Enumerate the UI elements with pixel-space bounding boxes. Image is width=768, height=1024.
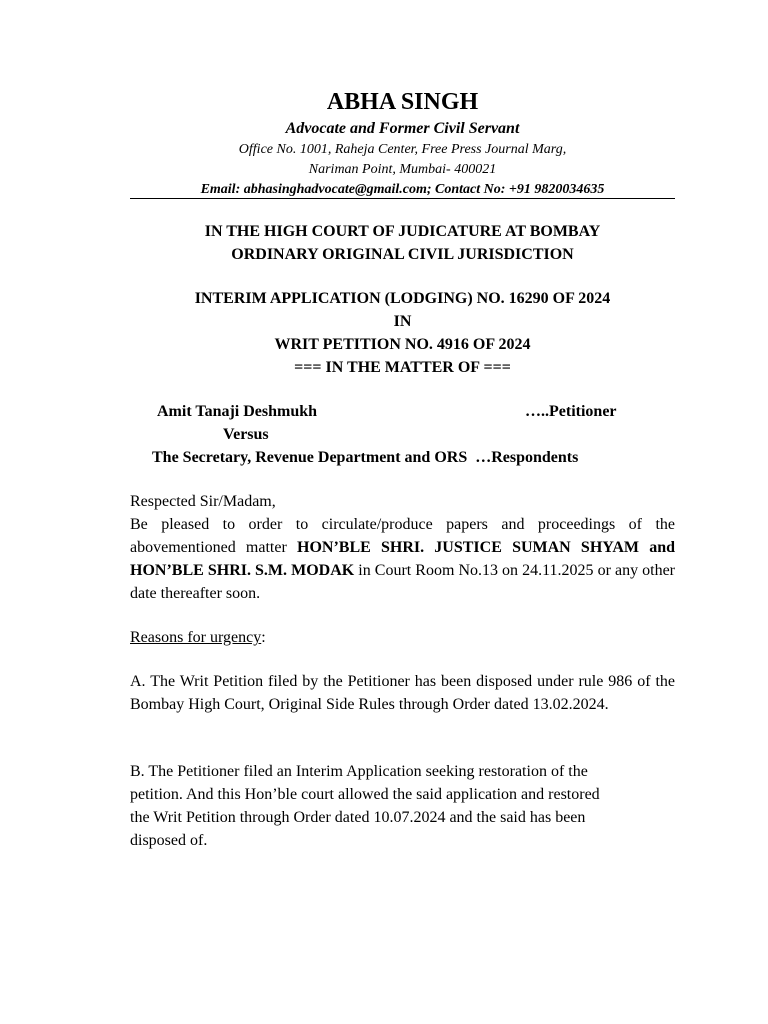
- reasons-heading-line: [130, 626, 675, 649]
- salutation: Respected Sir/Madam,: [130, 493, 276, 510]
- petitioner-name: Amit Tanaji Deshmukh: [157, 403, 318, 420]
- advocate-name: ABHA SINGH: [326, 89, 479, 115]
- in-label: IN: [393, 313, 412, 330]
- letterhead-divider: [130, 198, 675, 199]
- case-heading: [130, 287, 675, 379]
- point-b: [130, 760, 675, 852]
- request-paragraph: [130, 513, 675, 605]
- matter-label: === IN THE MATTER OF ===: [294, 359, 511, 376]
- court-name: IN THE HIGH COURT OF JUDICATURE AT BOMBAY: [204, 223, 601, 240]
- point-b-line-3: the Writ Petition through Order dated 10.07.2024 and the said has been: [130, 809, 586, 826]
- application-number: INTERIM APPLICATION (LODGING) NO. 16290 OF 2024: [194, 290, 611, 307]
- parties-block: [130, 400, 675, 469]
- address-line-2: Nariman Point, Mumbai- 400021: [308, 162, 497, 177]
- point-a: A. The Writ Petition filed by the Petitioner has been disposed under rule 986 of the Bombay High Court, Original Side Rules through Order dated 13.02.2024.: [130, 673, 675, 713]
- address-line-1: Office No. 1001, Raheja Center, Free Press Journal Marg,: [238, 142, 567, 157]
- reasons-colon: :: [261, 629, 266, 646]
- petition-number: WRIT PETITION NO. 4916 OF 2024: [274, 336, 531, 353]
- court-jurisdiction: ORDINARY ORIGINAL CIVIL JURISDICTION: [231, 246, 574, 263]
- versus-label: Versus: [223, 426, 269, 443]
- point-b-line-2: petition. And this Hon’ble court allowed the said application and restored: [130, 786, 600, 803]
- request-section: [130, 490, 675, 605]
- request-text-1: Be pleased to order to circulate/produce papers and proceedings of the abovementioned matter: [130, 516, 675, 556]
- request-text-2: in Court Room No.13 on 24.11.2025 or any other date thereafter soon.: [130, 562, 676, 602]
- contact-line: Email: abhasinghadvocate@gmail.com; Contact No: +91 9820034635: [200, 182, 605, 197]
- bench-names: HON’BLE SHRI. JUSTICE SUMAN SHYAM and HON’BLE SHRI. S.M. MODAK: [130, 539, 675, 579]
- point-b-line-1: B. The Petitioner filed an Interim Application seeking restoration of the: [130, 763, 588, 780]
- advocate-title: Advocate and Former Civil Servant: [285, 120, 520, 137]
- letterhead: [130, 86, 675, 200]
- reasons-heading: Reasons for urgency: [130, 629, 262, 646]
- court-heading: [130, 220, 675, 266]
- petitioner-role: …..Petitioner: [525, 403, 617, 420]
- point-b-line-4: disposed of.: [130, 832, 208, 849]
- respondent-line: The Secretary, Revenue Department and ORS …Respondents: [152, 449, 579, 466]
